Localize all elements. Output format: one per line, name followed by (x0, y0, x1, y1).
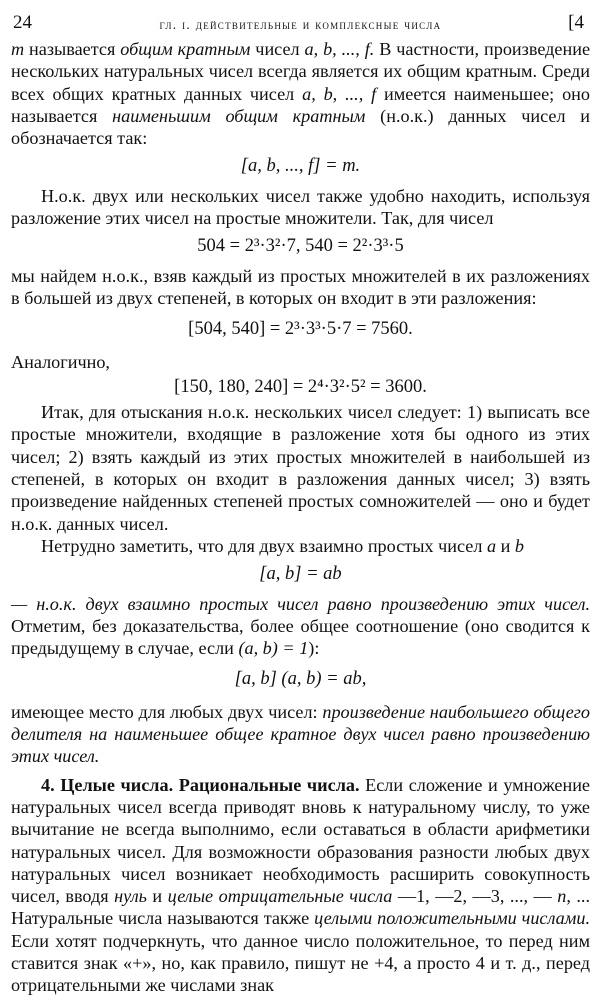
text-run: ): (308, 638, 320, 659)
paragraph-coprime-statement (11, 593, 590, 660)
math-symbol: m (11, 39, 25, 59)
equation-factorizations: 504 = 2³·3²·7, 540 = 2²·3³·5 (197, 236, 404, 257)
paragraph-coprime (11, 535, 590, 557)
page-number: 24 (13, 12, 32, 33)
paragraph-find-lcm: мы найдем н.о.к., взяв каждый из простых множителей в их разложениях в большей из двух степеней, в которых он входит в эти разложения: (11, 265, 590, 308)
text-run: Если сложение и умножение натуральных чисел всегда приводят вновь к натуральному числу, то уже вычитание не всегда выполнимо, если оставаться в области арифметики натуральных чисел. Для возможности образования разности любых двух натуральных чисел возникает необходимость расширить совокупность чисел, вводя (11, 774, 590, 907)
section-heading: 4. Целые числа. Рациональные числа. (41, 774, 360, 795)
text-run: называется (24, 39, 121, 59)
paragraph-common-multiple (11, 38, 590, 149)
paragraph-similarly: Аналогично, (11, 351, 110, 372)
text-run: (н.о.к.) данных чисел и обозначается так: (11, 105, 591, 149)
equation-lcm-definition: [a, b, ..., f] = m. (240, 156, 361, 177)
math-symbol: n (557, 886, 567, 907)
paragraph-integers-rationals (11, 774, 590, 997)
paragraph-gcd-lcm-statement (11, 701, 590, 768)
text-run: Если хотят подчеркнуть, что данное число положительное, то перед ним ставится знак «+», но, как правило, пишут не +4, а просто 4 и т. д., перед отрицательными же числами знак (11, 930, 590, 996)
math-symbol: (a, b) = 1 (238, 638, 309, 659)
term-emphasis: нуль (114, 886, 147, 907)
equation-gcd-lcm-product: [a, b] (a, b) = ab, (234, 669, 367, 690)
text-run: , ... Натуральные числа называются также (11, 886, 590, 929)
text-run: чисел (250, 39, 305, 59)
theorem-emphasis: — н.о.к. двух взаимно простых чисел равно произведению этих чисел. (11, 593, 590, 614)
math-symbol: a, b, ..., f (302, 83, 377, 104)
math-symbol: a, b, ..., f. (304, 39, 375, 59)
theorem-emphasis: произведение наибольшего общего делителя на наименьшее общее кратное двух чисел равно произведению этих чисел. (11, 701, 590, 767)
text-run: В частности, произведение нескольких натуральных чисел всегда является их общим кратным. Среди всех общих кратных данных чисел (11, 39, 591, 104)
equation-lcm-504-540: [504, 540] = 2³·3³·5·7 = 7560. (188, 319, 413, 340)
paragraph-lcm-procedure: Итак, для отыскания н.о.к. нескольких чисел следует: 1) выписать все простые множители, входящие в разложение хотя бы одного из этих чисел; 2) взять каждый из этих простых множителей в наибольшей из степеней, в которых он входит в разложения данных чисел; 3) взять произведение найденных степеней простых сомножителей — оно и будет н.о.к. данных чисел. (11, 402, 590, 534)
equation-lcm-150-180-240: [150, 180, 240] = 2⁴·3²·5² = 3600. (174, 376, 427, 397)
math-symbol: a (486, 535, 497, 556)
text-run: —1, —2, —3, ..., — (392, 886, 558, 907)
text-run: и (146, 886, 168, 907)
equation-coprime-lcm: [a, b] = ab (259, 564, 342, 585)
term-emphasis: целые отрицательные числа (167, 886, 393, 907)
text-run: имеющее место для любых двух чисел: (11, 701, 323, 722)
text-run: имеется наименьшее; оно называется (11, 83, 590, 126)
text-run: Отметим, без доказательства, более общее соотношение (оно сводится к предыдущему в случае, если (11, 615, 590, 659)
term-emphasis: наименьшим общим кратным (112, 105, 366, 126)
text-run: и (496, 535, 515, 556)
chapter-title: гл. i. действительные и комплексные числа (159, 17, 442, 32)
math-symbol: b (514, 535, 524, 556)
running-header (11, 8, 590, 38)
term-emphasis: целыми положительными числами. (314, 908, 590, 929)
term-emphasis: общим кратным (120, 39, 251, 59)
text-run: Нетрудно заметить, что для двух взаимно простых чисел (41, 535, 487, 556)
section-mark: [4 (568, 12, 584, 33)
paragraph-prime-factorization: Н.о.к. двух или нескольких чисел также удобно находить, используя разложение этих чисел на простые множители. Так, для чисел (11, 185, 590, 229)
